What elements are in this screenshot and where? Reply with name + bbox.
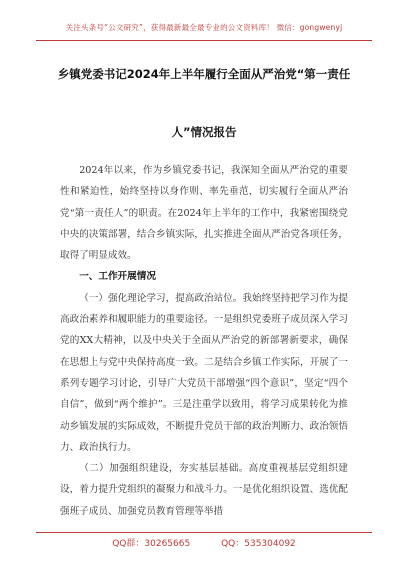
footer (0, 536, 408, 549)
footer-qq: QQ：535304092 (221, 539, 296, 549)
paragraph-theory-study: （一）强化理论学习，提高政治站位。我始终坚持把学习作为提高政治素养和履职能力的重要途径。一是组织党委班子成员深入学习党的XX大精神，以及中央关于全面从严治党的新部署新要求，确保在思想上与党中央保持高度一致。二是结合乡镇工作实际，开展了一系列专题学习讨论，引导广大党员干部增强“四个意识”，坚定“四个自信”，做到“两个维护”。三是注重学以致用，将学习成果转化为推动乡镇发展的实际成效，不断提升党员干部的政治判断力、政治领悟力、政治执行力。 (60, 292, 348, 453)
document-body (60, 160, 348, 522)
footer-qq-group: QQ群：30265665 (112, 539, 191, 549)
section-heading-1: 一、工作开展情况 (79, 271, 156, 283)
paragraph-organization: （二）加强组织建设，夯实基层基础。高度重视基层党组织建设，着力提升党组织的凝聚力和战斗力。一是优化组织设置、选优配强班子成员、加强党员教育管理等举措 (60, 463, 348, 517)
footer-divider (36, 532, 372, 533)
document-title-line-1: 乡镇党委书记2024年上半年履行全面从严治党“第一责任 (57, 67, 351, 81)
header-note: 关注头条号“公文研究”，获得最新最全最专业的公文资料库！ 微信：gongwenyj (65, 23, 343, 32)
paragraph-intro: 2024年以来，作为乡镇党委书记，我深知全面从严治党的重要性和紧迫性，始终坚持以身作则、率先垂范，切实履行全面从严治党“第一责任人”的职责。在2024年上半年的工作中，我紧密围绕党中央的决策部署，结合乡镇实际，扎实推进全面从严治党各项任务，取得了明显成效。 (60, 165, 348, 262)
document-title-line-2: 人”情况报告 (171, 125, 237, 139)
header-divider (36, 40, 372, 41)
